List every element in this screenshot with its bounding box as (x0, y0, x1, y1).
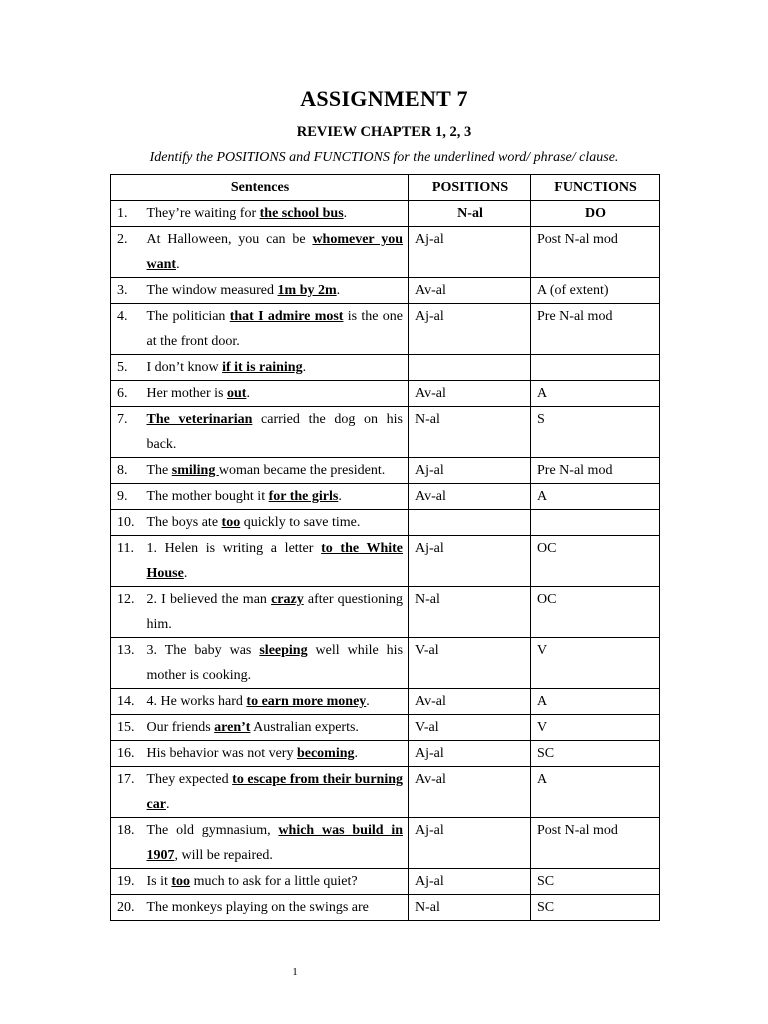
sentence-cell (141, 741, 409, 767)
underlined-target: aren’t (214, 720, 251, 735)
sentence-text-after: is the one at the front door. (146, 309, 404, 349)
position-cell: Av-al (409, 689, 531, 715)
sentence-text-after: well while his mother is cooking. (146, 643, 404, 683)
row-number: 8. (111, 458, 141, 484)
row-number: 5. (111, 355, 141, 381)
underlined-target: too (221, 515, 241, 530)
sentence-text-before: The (146, 463, 172, 478)
underlined-target: sleeping (259, 643, 308, 658)
sentence-cell (141, 638, 409, 689)
position-cell: Av-al (409, 278, 531, 304)
row-number: 4. (111, 304, 141, 355)
table-row (111, 355, 660, 381)
table-row (111, 638, 660, 689)
position-cell (409, 355, 531, 381)
sentence-text-before: They’re waiting for (146, 206, 260, 221)
table-row (111, 381, 660, 407)
function-cell: Pre N-al mod (531, 304, 660, 355)
position-cell: Av-al (409, 484, 531, 510)
sentence-cell (141, 715, 409, 741)
sentence-text-after: quickly to save time. (240, 515, 361, 530)
sentence-text-after: . (343, 206, 348, 221)
table-header-row (111, 175, 660, 201)
sentence-text-before: The mother bought it (146, 489, 269, 504)
underlined-target: to the White House (146, 541, 404, 581)
sentence-text-before: The window measured (146, 283, 278, 298)
underlined-target: out (226, 386, 247, 401)
sentence-cell (141, 895, 409, 921)
underlined-target: crazy (271, 592, 304, 607)
underlined-target: 1m by 2m (277, 283, 337, 298)
underlined-target: to escape from their burning car (146, 772, 404, 812)
assignment-subtitle: REVIEW CHAPTER 1, 2, 3 (296, 124, 472, 140)
underlined-target: that I admire most (229, 309, 344, 324)
function-cell: OC (531, 587, 660, 638)
underlined-target: too (171, 874, 191, 889)
table-row (111, 689, 660, 715)
table-row (111, 227, 660, 278)
row-number: 7. (111, 407, 141, 458)
position-cell: Av-al (409, 767, 531, 818)
table-row (111, 818, 660, 869)
sentence-cell (141, 381, 409, 407)
function-cell: Pre N-al mod (531, 458, 660, 484)
position-cell: Aj-al (409, 741, 531, 767)
sentence-text-after: . (354, 746, 359, 761)
position-cell (409, 510, 531, 536)
function-cell: OC (531, 536, 660, 587)
position-cell: N-al (409, 201, 531, 227)
sentence-cell (141, 510, 409, 536)
sentence-text-before: The monkeys playing on the swings are (146, 900, 369, 915)
table-row (111, 715, 660, 741)
sentence-cell (141, 458, 409, 484)
function-cell: SC (531, 741, 660, 767)
sentence-text-before: I don’t know (146, 360, 223, 375)
table-row (111, 278, 660, 304)
table-row (111, 895, 660, 921)
sentence-text-after: . (176, 257, 180, 272)
sentence-text-before: His behavior was not very (146, 746, 297, 761)
function-cell: A (531, 484, 660, 510)
sentence-text-before: 2. I believed the man (146, 592, 272, 607)
row-number: 3. (111, 278, 141, 304)
sentence-text-before: 3. The baby was (146, 643, 260, 658)
row-number: 17. (111, 767, 141, 818)
sentence-cell (141, 278, 409, 304)
sentence-text-after: . (246, 386, 250, 401)
sentence-text-before: Her mother is (146, 386, 227, 401)
sentence-cell (141, 201, 409, 227)
assignment-title: ASSIGNMENT 7 (300, 86, 468, 111)
sentence-text-after: . (338, 489, 342, 504)
table-row (111, 458, 660, 484)
function-cell: SC (531, 869, 660, 895)
table-row (111, 201, 660, 227)
row-number: 19. (111, 869, 141, 895)
row-number: 6. (111, 381, 141, 407)
function-cell: A (531, 767, 660, 818)
row-number: 14. (111, 689, 141, 715)
sentence-text-after: . (302, 360, 307, 375)
row-number: 12. (111, 587, 141, 638)
function-cell: S (531, 407, 660, 458)
sentence-text-before: At Halloween, you can be (146, 232, 313, 247)
row-number: 2. (111, 227, 141, 278)
underlined-target: the school bus (259, 206, 344, 221)
sentence-cell (141, 818, 409, 869)
function-cell (531, 355, 660, 381)
row-number: 20. (111, 895, 141, 921)
table-row (111, 510, 660, 536)
sentence-cell (141, 304, 409, 355)
underlined-target: becoming (296, 746, 355, 761)
sentence-text-after: much to ask for a little quiet? (190, 874, 358, 889)
table-row (111, 767, 660, 818)
instructions-text: Identify the POSITIONS and FUNCTIONS for the underlined word/ phrase/ clause. (149, 150, 619, 165)
sentence-text-after: . (165, 797, 170, 812)
position-cell: Aj-al (409, 818, 531, 869)
table-body (111, 201, 660, 921)
header-functions: FUNCTIONS (531, 175, 660, 201)
table-row (111, 869, 660, 895)
sentence-text-after: carried the dog on his back. (146, 412, 404, 452)
function-cell: DO (531, 201, 660, 227)
function-cell: SC (531, 895, 660, 921)
sentence-text-after: , will be repaired. (174, 848, 273, 863)
function-cell: Post N-al mod (531, 818, 660, 869)
sentence-cell (141, 484, 409, 510)
underlined-target: if it is raining (222, 360, 303, 375)
page-number: 1 (292, 966, 298, 978)
sentence-text-after: . (336, 283, 341, 298)
underlined-target: whomever you want (146, 232, 404, 272)
row-number: 11. (111, 536, 141, 587)
sentence-cell (141, 767, 409, 818)
table-row (111, 741, 660, 767)
sentence-text-after: woman became the president. (218, 463, 386, 478)
sentence-cell (141, 587, 409, 638)
position-cell: Aj-al (409, 304, 531, 355)
sentence-text-before: They expected (146, 772, 233, 787)
function-cell: A (531, 381, 660, 407)
row-number: 13. (111, 638, 141, 689)
underlined-target: for the girls (268, 489, 339, 504)
position-cell: V-al (409, 715, 531, 741)
position-cell: N-al (409, 895, 531, 921)
position-cell: Av-al (409, 381, 531, 407)
position-cell: N-al (409, 407, 531, 458)
underlined-target: The veterinarian (146, 412, 253, 427)
table-row (111, 407, 660, 458)
position-cell: V-al (409, 638, 531, 689)
position-cell: Aj-al (409, 227, 531, 278)
function-cell: A (of extent) (531, 278, 660, 304)
sentence-text-after: . (183, 566, 188, 581)
sentence-text-before: 4. He works hard (146, 694, 247, 709)
underlined-target: to earn more money (246, 694, 367, 709)
underlined-target: which was build in 1907 (146, 823, 404, 863)
function-cell: A (531, 689, 660, 715)
sentence-text-before: Our friends (146, 720, 215, 735)
sentence-text-before: 1. Helen is writing a letter (146, 541, 322, 556)
sentence-cell (141, 355, 409, 381)
table-row (111, 587, 660, 638)
row-number: 18. (111, 818, 141, 869)
sentence-text-before: Is it (146, 874, 172, 889)
position-cell: N-al (409, 587, 531, 638)
row-number: 1. (111, 201, 141, 227)
function-cell: Post N-al mod (531, 227, 660, 278)
assignment-table (110, 174, 660, 921)
sentence-text-before: The boys ate (146, 515, 222, 530)
table-row (111, 484, 660, 510)
position-cell: Aj-al (409, 458, 531, 484)
header-sentences: Sentences (111, 175, 409, 201)
function-cell (531, 510, 660, 536)
position-cell: Aj-al (409, 536, 531, 587)
table-row (111, 536, 660, 587)
sentence-cell (141, 689, 409, 715)
sentence-cell (141, 536, 409, 587)
table-row (111, 304, 660, 355)
underlined-target: smiling (171, 463, 219, 478)
header-positions: POSITIONS (409, 175, 531, 201)
sentence-text-after: . (366, 694, 370, 709)
row-number: 10. (111, 510, 141, 536)
sentence-text-after: after questioning him. (146, 592, 403, 632)
sentence-cell (141, 869, 409, 895)
function-cell: V (531, 715, 660, 741)
position-cell: Aj-al (409, 869, 531, 895)
row-number: 15. (111, 715, 141, 741)
sentence-text-after: Australian experts. (250, 720, 359, 735)
sentence-cell (141, 227, 409, 278)
function-cell: V (531, 638, 660, 689)
sentence-cell (141, 407, 409, 458)
row-number: 16. (111, 741, 141, 767)
sentence-text-before: The old gymnasium, (146, 823, 279, 838)
row-number: 9. (111, 484, 141, 510)
sentence-text-before: The politician (146, 309, 230, 324)
